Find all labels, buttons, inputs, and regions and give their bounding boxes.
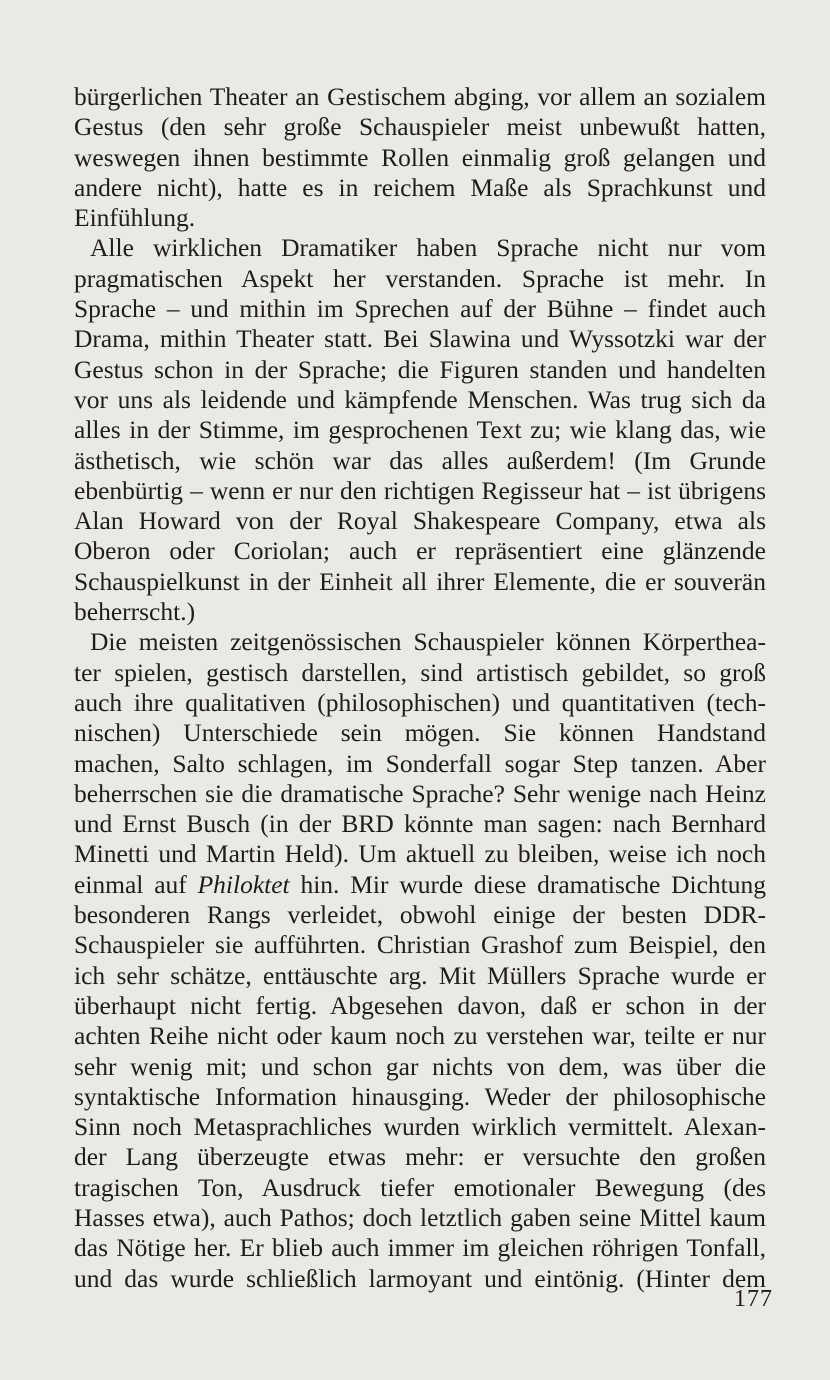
text-line: Gestus (den sehr große Schauspieler meist unbewußt hatten,	[74, 112, 766, 142]
page-number: 177	[734, 1286, 773, 1312]
text-line: weswegen ihnen bestimmte Rollen einmalig groß gelangen und	[74, 142, 766, 172]
text-line: und Ernst Busch (in der BRD könnte man sagen: nach Bernhard	[74, 809, 766, 839]
text-line: Minetti und Martin Held). Um aktuell zu bleiben, weise ich noch	[74, 839, 766, 869]
text-line: das Nötige her. Er blieb auch immer im gleichen röhrigen Tonfall,	[74, 1233, 766, 1263]
text-line: Sinn noch Metasprachliches wurden wirklich vermittelt. Alexan-	[74, 1112, 766, 1142]
paragraph-3	[74, 627, 766, 1294]
text-line: Oberon oder Coriolan; auch er repräsentiert eine glänzende	[74, 536, 766, 566]
text-line: Drama, mithin Theater statt. Bei Slawina und Wyssotzki war der	[74, 324, 766, 354]
text-line: überhaupt nicht fertig. Abgesehen davon, daß er schon in der	[74, 990, 766, 1020]
text-line: Schauspieler sie aufführten. Christian Grashof zum Beispiel, den	[74, 930, 766, 960]
text-line: und das wurde schließlich larmoyant und eintönig. (Hinter dem	[74, 1263, 766, 1293]
text-line: ich sehr schätze, enttäuschte arg. Mit Müllers Sprache wurde er	[74, 960, 766, 990]
text-line: Alle wirklichen Dramatiker haben Sprache nicht nur vom	[90, 233, 766, 263]
work-title: Philoktet	[197, 869, 290, 899]
text-line: ter spielen, gestisch darstellen, sind artistisch gebildet, so groß	[74, 657, 766, 687]
text-line-with-title: einmal auf Philoktet hin. Mir wurde diese dramatische Dichtung	[74, 869, 766, 899]
text-line: andere nicht), hatte es in reichem Maße als Sprachkunst und	[74, 172, 766, 202]
text-line: tragischen Ton, Ausdruck tiefer emotionaler Bewegung (des	[74, 1172, 766, 1202]
text-line: ästhetisch, wie schön war das alles außerdem! (Im Grunde	[74, 445, 766, 475]
text-line: Schauspielkunst in der Einheit all ihrer Elemente, die er souverän	[74, 566, 766, 596]
text-line: auch ihre qualitativen (philosophischen) und quantitativen (tech-	[74, 687, 766, 717]
text-line: Alan Howard von der Royal Shakespeare Company, etwa als	[74, 506, 766, 536]
text-line: besonderen Rangs verleidet, obwohl einige der besten DDR-	[74, 900, 766, 930]
text-line: Gestus schon in der Sprache; die Figuren standen und handelten	[74, 354, 766, 384]
text-line: vor uns als leidende und kämpfende Menschen. Was trug sich da	[74, 384, 766, 414]
text-line: der Lang überzeugte etwas mehr: er versuchte den großen	[74, 1142, 766, 1172]
paragraph-1	[74, 82, 766, 233]
text-line: beherrschen sie die dramatische Sprache? Sehr wenige nach Heinz	[74, 778, 766, 808]
body-text	[74, 82, 766, 1294]
text-line: alles in der Stimme, im gesprochenen Text zu; wie klang das, wie	[74, 415, 766, 445]
text-line: nischen) Unterschiede sein mögen. Sie können Handstand	[74, 718, 766, 748]
text-line: Sprache – und mithin im Sprechen auf der Bühne – findet auch	[74, 294, 766, 324]
text-line: achten Reihe nicht oder kaum noch zu verstehen war, teilte er nur	[74, 1021, 766, 1051]
text-line: beherrscht.)	[74, 597, 196, 627]
text-line: bürgerlichen Theater an Gestischem abging, vor allem an sozialem	[74, 82, 766, 111]
paragraph-2	[74, 233, 766, 627]
text-line: Die meisten zeitgenössischen Schauspieler können Körperthea-	[90, 627, 766, 657]
text-line: sehr wenig mit; und schon gar nichts von dem, was über die	[74, 1051, 766, 1081]
text-line: machen, Salto schlagen, im Sonderfall sogar Step tanzen. Aber	[74, 748, 766, 778]
text-line: ebenbürtig – wenn er nur den richtigen Regisseur hat – ist übrigens	[74, 475, 766, 505]
text-line: Einfühlung.	[74, 203, 196, 233]
text-line: Hasses etwa), auch Pathos; doch letztlich gaben seine Mittel kaum	[74, 1202, 766, 1232]
text-line: pragmatischen Aspekt her verstanden. Sprache ist mehr. In	[74, 263, 766, 293]
text-line: syntaktische Information hinausging. Weder der philosophische	[74, 1081, 766, 1111]
